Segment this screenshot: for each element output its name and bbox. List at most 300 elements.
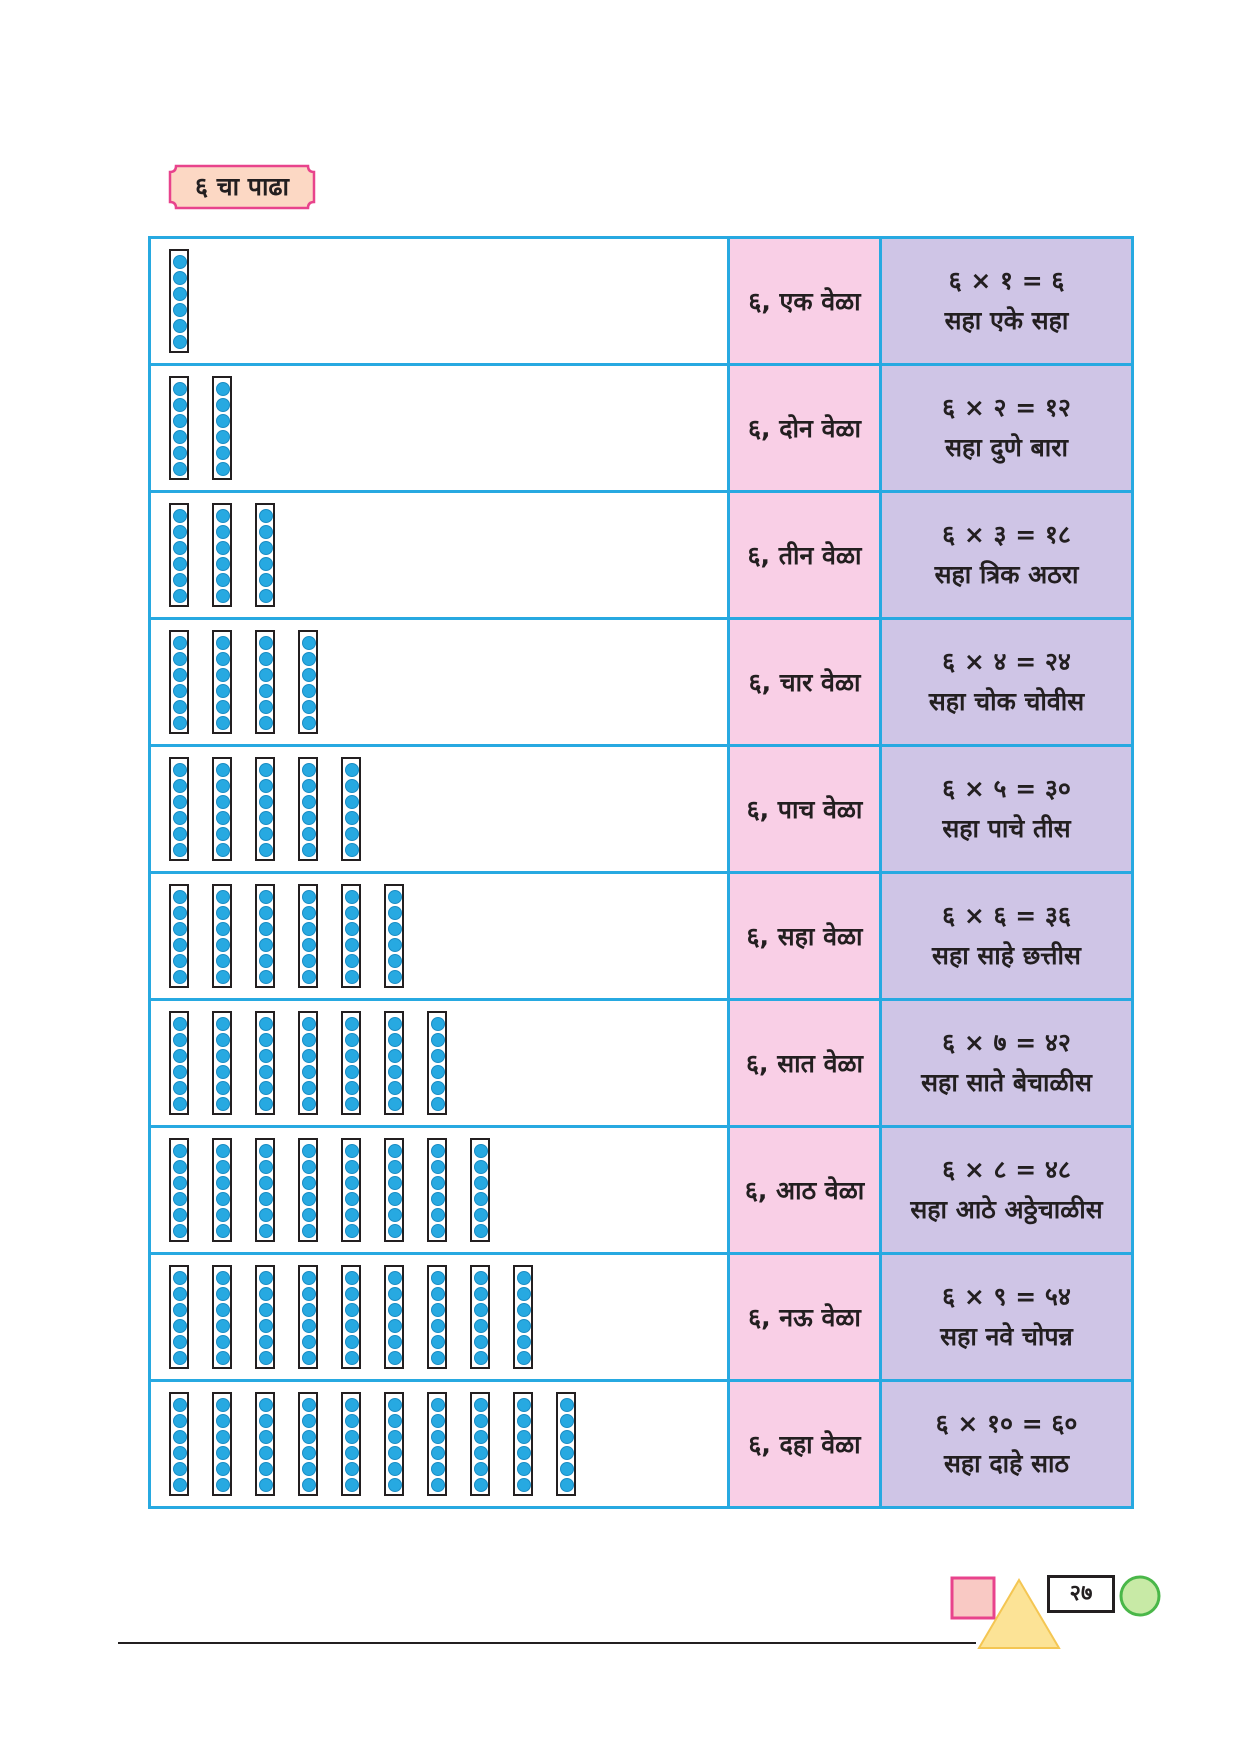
bead-icon xyxy=(517,1271,531,1285)
bead-icon xyxy=(259,1287,273,1301)
bead-icon xyxy=(517,1478,531,1492)
times-label: ६, आठ वेळा xyxy=(729,1127,881,1254)
bead-icon xyxy=(173,1303,187,1317)
times-label: ६, दहा वेळा xyxy=(729,1381,881,1508)
bead-strip xyxy=(513,1392,533,1496)
bead-icon xyxy=(560,1478,574,1492)
bead-icon xyxy=(173,843,187,857)
bead-icon xyxy=(345,1335,359,1349)
bead-icon xyxy=(302,1081,316,1095)
equation-in-words: सहा नवे चोपन्न xyxy=(940,1322,1073,1351)
bead-icon xyxy=(216,1430,230,1444)
bead-strip xyxy=(427,1011,447,1115)
bead-icon xyxy=(259,970,273,984)
bead-icon xyxy=(517,1351,531,1365)
bead-counter-cell xyxy=(150,492,729,619)
bead-strip xyxy=(255,1392,275,1496)
bead-icon xyxy=(216,1271,230,1285)
bead-icon xyxy=(173,1097,187,1111)
bead-icon xyxy=(302,1192,316,1206)
bead-icon xyxy=(216,1287,230,1301)
bead-icon xyxy=(216,398,230,412)
fact-cell xyxy=(881,238,1133,365)
bead-icon xyxy=(259,1462,273,1476)
bead-icon xyxy=(431,1208,445,1222)
bead-icon xyxy=(302,1271,316,1285)
bead-icon xyxy=(259,700,273,714)
equation: ६ × २ = १२ xyxy=(942,393,1071,422)
bead-icon xyxy=(302,1351,316,1365)
bead-icon xyxy=(302,906,316,920)
bead-counter-cell xyxy=(150,1127,729,1254)
bead-icon xyxy=(259,1319,273,1333)
multiplication-table xyxy=(148,236,1134,1509)
bead-icon xyxy=(388,1335,402,1349)
bead-icon xyxy=(216,1192,230,1206)
bead-icon xyxy=(173,1033,187,1047)
bead-icon xyxy=(216,1398,230,1412)
bead-icon xyxy=(431,1224,445,1238)
bead-icon xyxy=(259,763,273,777)
bead-icon xyxy=(560,1462,574,1476)
bead-icon xyxy=(431,1478,445,1492)
times-label: ६, सहा वेळा xyxy=(729,873,881,1000)
bead-icon xyxy=(216,589,230,603)
bead-icon xyxy=(173,382,187,396)
bead-strip xyxy=(384,884,404,988)
bead-icon xyxy=(345,1478,359,1492)
bead-icon xyxy=(345,1097,359,1111)
bead-icon xyxy=(216,827,230,841)
times-label: ६, दोन वेळा xyxy=(729,365,881,492)
bead-icon xyxy=(302,716,316,730)
bead-icon xyxy=(216,1033,230,1047)
bead-icon xyxy=(388,922,402,936)
bead-strip xyxy=(298,630,318,734)
bead-icon xyxy=(345,922,359,936)
bead-icon xyxy=(388,1414,402,1428)
bead-icon xyxy=(345,1160,359,1174)
bead-icon xyxy=(517,1462,531,1476)
bead-icon xyxy=(173,811,187,825)
equation: ६ × ६ = ३६ xyxy=(942,901,1071,930)
fact-cell xyxy=(881,1127,1133,1254)
bead-icon xyxy=(216,843,230,857)
bead-strip xyxy=(212,1138,232,1242)
bead-counter-cell xyxy=(150,619,729,746)
bead-icon xyxy=(173,525,187,539)
bead-icon xyxy=(216,414,230,428)
bead-icon xyxy=(431,1414,445,1428)
equation-in-words: सहा दुणे बारा xyxy=(945,433,1068,462)
bead-icon xyxy=(259,922,273,936)
bead-icon xyxy=(216,954,230,968)
bead-icon xyxy=(259,1176,273,1190)
bead-icon xyxy=(302,763,316,777)
bead-icon xyxy=(345,1462,359,1476)
bead-icon xyxy=(173,335,187,349)
bead-icon xyxy=(216,906,230,920)
bead-icon xyxy=(259,1335,273,1349)
bead-icon xyxy=(259,1097,273,1111)
bead-icon xyxy=(259,1160,273,1174)
bead-icon xyxy=(173,938,187,952)
bead-icon xyxy=(259,1478,273,1492)
bead-icon xyxy=(173,1430,187,1444)
bead-icon xyxy=(388,1192,402,1206)
bead-icon xyxy=(388,1398,402,1412)
pink-square-icon xyxy=(952,1578,994,1618)
times-label: ६, नऊ वेळा xyxy=(729,1254,881,1381)
bead-icon xyxy=(474,1319,488,1333)
bead-icon xyxy=(388,890,402,904)
bead-strip xyxy=(513,1265,533,1369)
bead-icon xyxy=(173,922,187,936)
bead-icon xyxy=(388,970,402,984)
bead-icon xyxy=(216,430,230,444)
bead-counter-cell xyxy=(150,1000,729,1127)
bead-icon xyxy=(173,636,187,650)
bead-icon xyxy=(517,1398,531,1412)
bead-icon xyxy=(302,636,316,650)
bead-strip xyxy=(169,249,189,353)
bead-icon xyxy=(173,1398,187,1412)
bead-icon xyxy=(259,652,273,666)
bead-icon xyxy=(216,1049,230,1063)
bead-icon xyxy=(259,684,273,698)
bead-icon xyxy=(517,1446,531,1460)
equation: ६ × ९ = ५४ xyxy=(942,1282,1071,1311)
bead-icon xyxy=(259,779,273,793)
bead-icon xyxy=(388,1271,402,1285)
bead-icon xyxy=(302,779,316,793)
bead-strip xyxy=(169,1392,189,1496)
bead-strip xyxy=(255,884,275,988)
fact-cell xyxy=(881,1000,1133,1127)
bead-icon xyxy=(388,954,402,968)
bead-icon xyxy=(259,589,273,603)
bead-icon xyxy=(388,906,402,920)
bead-strip xyxy=(384,1138,404,1242)
bead-strip xyxy=(169,1011,189,1115)
bead-icon xyxy=(345,843,359,857)
bead-icon xyxy=(431,1176,445,1190)
table-row xyxy=(150,492,1133,619)
table-row xyxy=(150,1381,1133,1508)
bead-icon xyxy=(173,1176,187,1190)
bead-icon xyxy=(216,890,230,904)
bead-icon xyxy=(173,1081,187,1095)
bead-strip xyxy=(212,884,232,988)
bead-icon xyxy=(388,1319,402,1333)
bead-icon xyxy=(474,1478,488,1492)
bead-icon xyxy=(259,1224,273,1238)
bead-icon xyxy=(173,573,187,587)
bead-strip xyxy=(341,1265,361,1369)
bead-strip xyxy=(341,757,361,861)
bead-icon xyxy=(259,668,273,682)
bead-icon xyxy=(216,525,230,539)
bead-strip xyxy=(427,1138,447,1242)
bead-icon xyxy=(345,1033,359,1047)
bead-icon xyxy=(560,1446,574,1460)
bead-strip xyxy=(470,1265,490,1369)
bead-icon xyxy=(173,1287,187,1301)
bead-icon xyxy=(302,1287,316,1301)
bead-strip xyxy=(169,1138,189,1242)
bead-icon xyxy=(560,1430,574,1444)
bead-counter-cell xyxy=(150,365,729,492)
times-label: ६, पाच वेळा xyxy=(729,746,881,873)
title-badge xyxy=(168,164,316,210)
bead-icon xyxy=(173,1160,187,1174)
bead-icon xyxy=(216,795,230,809)
bead-icon xyxy=(345,1430,359,1444)
bead-icon xyxy=(345,827,359,841)
bead-icon xyxy=(302,922,316,936)
bead-icon xyxy=(431,1049,445,1063)
bead-icon xyxy=(216,382,230,396)
fact-cell xyxy=(881,1381,1133,1508)
bead-icon xyxy=(431,1160,445,1174)
bead-icon xyxy=(345,1398,359,1412)
bead-icon xyxy=(173,1144,187,1158)
page-number: २७ xyxy=(1047,1575,1115,1613)
bead-strip xyxy=(255,630,275,734)
bead-icon xyxy=(517,1287,531,1301)
bead-strip xyxy=(212,630,232,734)
bead-icon xyxy=(302,1160,316,1174)
equation-in-words: सहा पाचे तीस xyxy=(942,814,1071,843)
bead-icon xyxy=(216,1017,230,1031)
bead-icon xyxy=(216,557,230,571)
bead-icon xyxy=(173,509,187,523)
bead-icon xyxy=(216,700,230,714)
bead-strip xyxy=(255,1265,275,1369)
bead-icon xyxy=(388,1462,402,1476)
bead-icon xyxy=(517,1335,531,1349)
bead-strip xyxy=(169,503,189,607)
bead-icon xyxy=(431,1287,445,1301)
table-row xyxy=(150,1000,1133,1127)
bead-icon xyxy=(345,1446,359,1460)
bead-icon xyxy=(259,1208,273,1222)
bead-icon xyxy=(216,462,230,476)
bead-icon xyxy=(302,1208,316,1222)
bead-icon xyxy=(474,1224,488,1238)
bead-icon xyxy=(259,1303,273,1317)
bead-icon xyxy=(345,938,359,952)
bead-icon xyxy=(259,1414,273,1428)
bead-icon xyxy=(173,589,187,603)
bead-counter-cell xyxy=(150,238,729,365)
bead-icon xyxy=(173,1017,187,1031)
table-row xyxy=(150,238,1133,365)
bead-icon xyxy=(302,1478,316,1492)
bead-icon xyxy=(474,1430,488,1444)
bead-icon xyxy=(302,843,316,857)
bead-icon xyxy=(259,795,273,809)
bead-strip xyxy=(384,1011,404,1115)
bead-icon xyxy=(259,843,273,857)
fact-cell xyxy=(881,365,1133,492)
bead-icon xyxy=(474,1398,488,1412)
bead-icon xyxy=(302,1446,316,1460)
bead-icon xyxy=(216,1462,230,1476)
equation: ६ × १ = ६ xyxy=(948,266,1065,295)
bead-icon xyxy=(173,890,187,904)
bead-strip xyxy=(298,1265,318,1369)
bead-icon xyxy=(216,509,230,523)
bead-icon xyxy=(302,1049,316,1063)
bead-icon xyxy=(302,1398,316,1412)
bead-icon xyxy=(388,1065,402,1079)
bead-icon xyxy=(302,1097,316,1111)
times-label: ६, एक वेळा xyxy=(729,238,881,365)
bead-icon xyxy=(259,811,273,825)
bead-icon xyxy=(173,446,187,460)
bead-icon xyxy=(173,1271,187,1285)
bead-icon xyxy=(216,573,230,587)
bead-icon xyxy=(216,684,230,698)
bead-strip xyxy=(384,1265,404,1369)
bead-icon xyxy=(345,1224,359,1238)
bead-icon xyxy=(474,1144,488,1158)
bead-icon xyxy=(173,1335,187,1349)
fact-cell xyxy=(881,746,1133,873)
bead-icon xyxy=(302,938,316,952)
bead-strip xyxy=(341,1138,361,1242)
equation: ६ × ४ = २४ xyxy=(942,647,1071,676)
bead-strip xyxy=(169,757,189,861)
bead-counter-cell xyxy=(150,873,729,1000)
bead-icon xyxy=(302,668,316,682)
bead-icon xyxy=(474,1351,488,1365)
fact-cell xyxy=(881,1254,1133,1381)
equation: ६ × ३ = १८ xyxy=(942,520,1071,549)
equation: ६ × ७ = ४२ xyxy=(942,1028,1071,1057)
bead-icon xyxy=(345,811,359,825)
bead-icon xyxy=(345,1319,359,1333)
bead-icon xyxy=(388,938,402,952)
bead-icon xyxy=(173,398,187,412)
bead-icon xyxy=(345,1144,359,1158)
bead-icon xyxy=(345,763,359,777)
fact-cell xyxy=(881,873,1133,1000)
bead-icon xyxy=(173,716,187,730)
bead-icon xyxy=(259,1144,273,1158)
bead-icon xyxy=(173,557,187,571)
bead-icon xyxy=(474,1287,488,1301)
bead-strip xyxy=(298,884,318,988)
bead-icon xyxy=(302,652,316,666)
bead-strip xyxy=(298,1392,318,1496)
table-row xyxy=(150,619,1133,746)
bead-icon xyxy=(302,811,316,825)
bead-icon xyxy=(216,1208,230,1222)
bead-icon xyxy=(216,1081,230,1095)
bead-icon xyxy=(173,287,187,301)
bead-icon xyxy=(173,414,187,428)
table-row xyxy=(150,746,1133,873)
bead-strip xyxy=(169,884,189,988)
bead-icon xyxy=(431,1192,445,1206)
bead-icon xyxy=(431,1462,445,1476)
bead-icon xyxy=(302,1017,316,1031)
bead-icon xyxy=(560,1414,574,1428)
bead-icon xyxy=(302,1176,316,1190)
bead-icon xyxy=(259,573,273,587)
bead-icon xyxy=(216,938,230,952)
bead-strip xyxy=(212,503,232,607)
bead-icon xyxy=(388,1208,402,1222)
bead-icon xyxy=(173,1208,187,1222)
bead-strip xyxy=(298,1011,318,1115)
bead-icon xyxy=(345,954,359,968)
bead-icon xyxy=(216,1446,230,1460)
bead-icon xyxy=(431,1271,445,1285)
bead-counter-cell xyxy=(150,746,729,873)
bead-icon xyxy=(431,1351,445,1365)
bead-icon xyxy=(173,1462,187,1476)
bead-icon xyxy=(216,1303,230,1317)
bead-icon xyxy=(345,1192,359,1206)
bead-icon xyxy=(345,1287,359,1301)
bead-icon xyxy=(388,1081,402,1095)
bottom-rule xyxy=(118,1642,976,1644)
bead-icon xyxy=(216,1144,230,1158)
equation-in-words: सहा साते बेचाळीस xyxy=(921,1068,1092,1097)
bead-icon xyxy=(259,1033,273,1047)
bead-icon xyxy=(216,1351,230,1365)
bead-icon xyxy=(259,1017,273,1031)
fact-cell xyxy=(881,619,1133,746)
bead-icon xyxy=(173,954,187,968)
bead-strip xyxy=(169,630,189,734)
bead-icon xyxy=(216,1319,230,1333)
bead-icon xyxy=(388,1478,402,1492)
bead-strip xyxy=(255,1138,275,1242)
bead-icon xyxy=(173,1192,187,1206)
bead-strip xyxy=(212,1265,232,1369)
bead-icon xyxy=(259,1446,273,1460)
bead-icon xyxy=(216,811,230,825)
bead-icon xyxy=(388,1017,402,1031)
bead-strip xyxy=(341,1011,361,1115)
table-row xyxy=(150,365,1133,492)
bead-icon xyxy=(216,716,230,730)
bead-icon xyxy=(302,1414,316,1428)
bead-icon xyxy=(302,1033,316,1047)
bead-icon xyxy=(388,1160,402,1174)
fact-cell xyxy=(881,492,1133,619)
bead-icon xyxy=(259,1271,273,1285)
bead-icon xyxy=(474,1192,488,1206)
bead-icon xyxy=(173,652,187,666)
bead-icon xyxy=(431,1097,445,1111)
bead-icon xyxy=(517,1303,531,1317)
bead-icon xyxy=(173,1049,187,1063)
bead-icon xyxy=(216,1224,230,1238)
bead-icon xyxy=(216,668,230,682)
bead-icon xyxy=(216,446,230,460)
bead-icon xyxy=(259,954,273,968)
bead-icon xyxy=(431,1017,445,1031)
bead-icon xyxy=(302,1144,316,1158)
bead-icon xyxy=(345,1081,359,1095)
bead-icon xyxy=(431,1065,445,1079)
bead-icon xyxy=(388,1033,402,1047)
